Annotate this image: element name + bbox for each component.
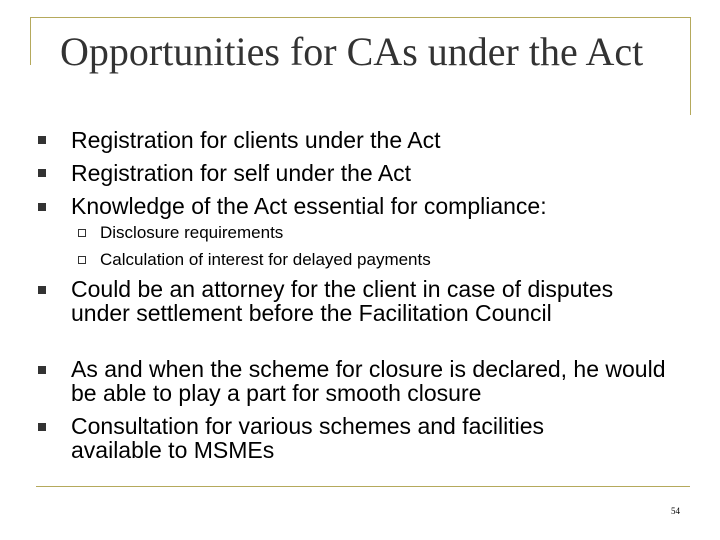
frame-line-left (30, 17, 31, 65)
list-item: Registration for clients under the Act (71, 127, 441, 153)
square-bullet-icon (38, 169, 46, 177)
square-bullet-icon (38, 136, 46, 144)
list-item: Consultation for various schemes and facilities available to MSMEs (71, 413, 545, 463)
square-bullet-icon (38, 423, 46, 431)
list-item: Registration for self under the Act (71, 160, 412, 186)
frame-line-bottom (36, 486, 690, 487)
frame-line-top (30, 17, 690, 18)
square-bullet-icon (38, 286, 46, 294)
list-item: As and when the scheme for closure is declared, he would be able to play a part for smooth closure (71, 356, 666, 406)
sub-list-item: Disclosure requirements (100, 223, 284, 242)
hollow-square-bullet-icon (78, 229, 86, 237)
square-bullet-icon (38, 366, 46, 374)
list-item: Could be an attorney for the client in case of disputes under settlement before the Facilitation Council (71, 276, 614, 326)
frame-line-right (690, 17, 691, 115)
hollow-square-bullet-icon (78, 256, 86, 264)
sub-list-item: Calculation of interest for delayed payments (100, 250, 431, 269)
square-bullet-icon (38, 203, 46, 211)
page-number: 54 (671, 506, 680, 516)
list-item: Knowledge of the Act essential for compliance: (71, 193, 547, 219)
slide-title: Opportunities for CAs under the Act (60, 29, 644, 74)
